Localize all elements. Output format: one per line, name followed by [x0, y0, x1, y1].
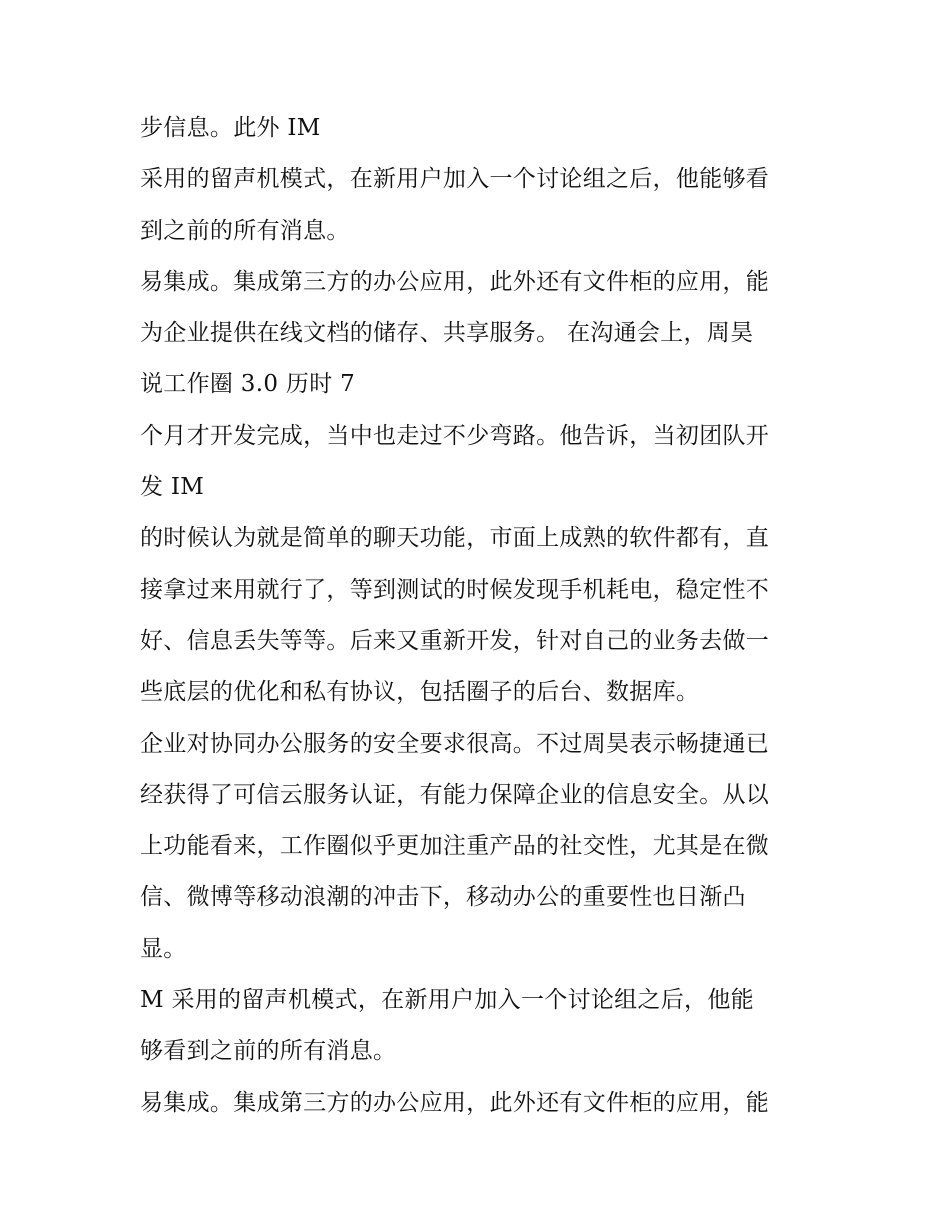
text-line: 步信息。此外 IM — [140, 115, 321, 141]
text-line: 易集成。集成第三方的办公应用，此外还有文件柜的应用，能 — [140, 1089, 770, 1116]
text-line: 为企业提供在线文档的储存、共享服务。 在沟通会上，周昊 — [140, 320, 754, 347]
text-line: 个月才开发完成，当中也走过不少弯路。他告诉，当初团队开 — [140, 422, 770, 449]
text-line: 发 IM — [140, 474, 205, 501]
text-line: 上功能看来，工作圈似乎更加注重产品的社交性，尤其是在微 — [140, 833, 770, 860]
text-line: 经获得了可信云服务认证，有能力保障企业的信息安全。从以 — [140, 781, 770, 808]
text-line: 说工作圈 3.0 历时 7 — [140, 371, 356, 398]
text-line: 些底层的优化和私有协议，包括圈子的后台、数据库。 — [140, 679, 700, 706]
text-line: 够看到之前的所有消息。 — [140, 1038, 397, 1065]
text-line: 企业对协同办公服务的安全要求很高。不过周昊表示畅捷通已 — [140, 730, 770, 757]
text-line: 接拿过来用就行了，等到测试的时候发现手机耗电，稳定性不 — [140, 576, 770, 603]
text-line: 易集成。集成第三方的办公应用，此外还有文件柜的应用，能 — [140, 268, 770, 295]
text-line: M 采用的留声机模式，在新用户加入一个讨论组之后，他能 — [140, 987, 754, 1014]
text-line: 到之前的所有消息。 — [140, 217, 350, 244]
body-text — [140, 103, 820, 1129]
text-line: 好、信息丢失等等。后来又重新开发，针对自己的业务去做一 — [140, 627, 770, 654]
text-line: 采用的留声机模式，在新用户加入一个讨论组之后，他能够看 — [140, 166, 770, 193]
text-line: 的时候认为就是简单的聊天功能，市面上成熟的软件都有，直 — [140, 525, 770, 552]
text-line: 信、微博等移动浪潮的冲击下，移动办公的重要性也日渐凸 — [140, 884, 746, 911]
text-line: 显。 — [140, 935, 187, 962]
